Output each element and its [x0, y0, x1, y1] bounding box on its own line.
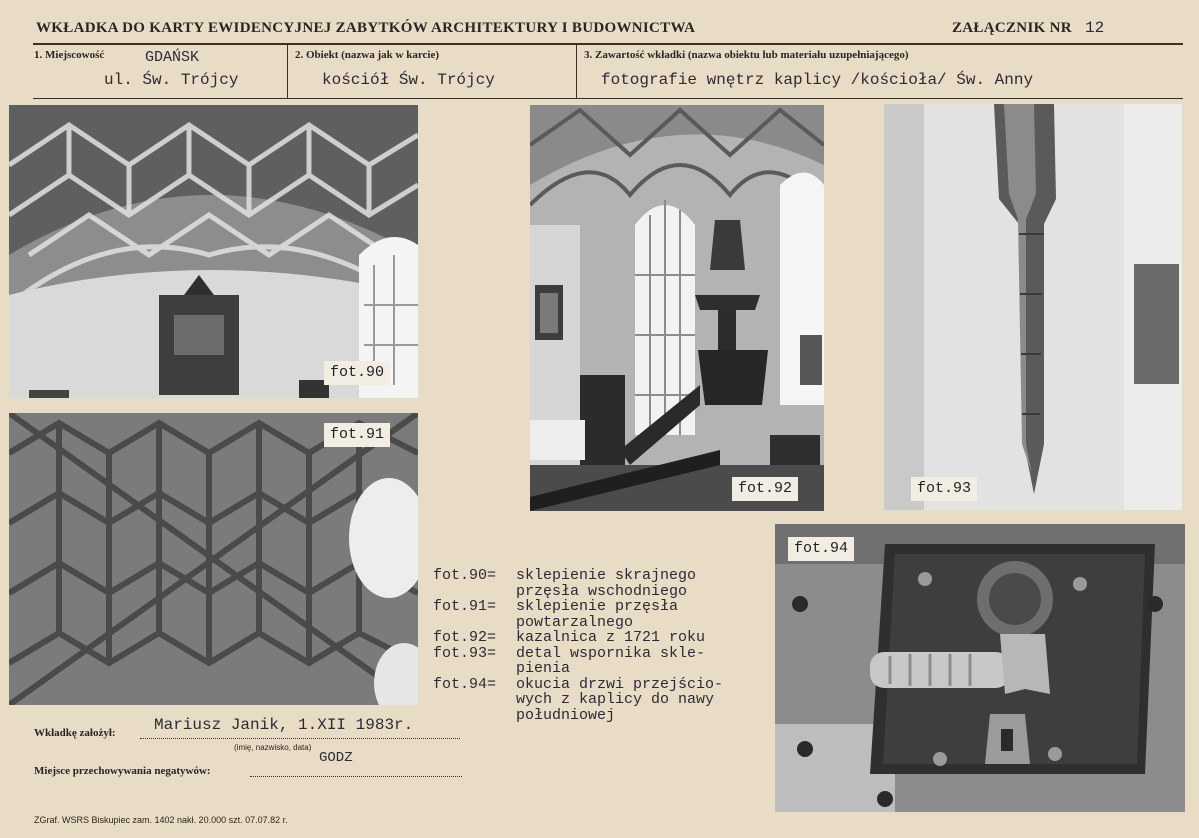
caption-ref: fot.92=	[433, 629, 497, 646]
caption-text: sklepienie przęsła	[516, 598, 679, 615]
captions-list	[433, 568, 768, 738]
author-label: Wkładkę założył:	[34, 727, 116, 739]
field-divider-2	[576, 45, 577, 99]
caption-text: wych z kaplicy do nawy	[516, 691, 715, 708]
photo-90-label: fot.90	[324, 361, 390, 385]
author-value: Mariusz Janik, 1.XII 1983r.	[154, 716, 414, 734]
photo-93-label: fot.93	[911, 477, 977, 501]
photo-94-label: fot.94	[788, 537, 854, 561]
field-1-value-city: GDAŃSK	[145, 49, 200, 66]
caption-text: przęsła wschodniego	[516, 582, 688, 600]
caption-text: kazalnica z 1721 roku	[516, 629, 706, 646]
photo-92	[530, 105, 824, 511]
field-2-label: 2. Obiekt (nazwa jak w karcie)	[295, 49, 440, 61]
field-3-label: 3. Zawartość wkładki (nazwa obiektu lub materiału uzupełniającego)	[584, 49, 909, 61]
attachment-number: 12	[1085, 19, 1105, 37]
photo-93	[884, 104, 1182, 510]
photo-94	[775, 524, 1185, 812]
photo-92-label: fot.92	[732, 477, 798, 501]
storage-value: GODZ	[319, 750, 353, 766]
caption-ref: fot.94=	[433, 675, 497, 693]
form-title: WKŁADKA DO KARTY EWIDENCYJNEJ ZABYTKÓW ARCHITEKTURY I BUDOWNICTWA	[36, 20, 696, 36]
caption-text: południowej	[516, 706, 616, 724]
attachment-label: ZAŁĄCZNIK NR	[952, 20, 1072, 36]
caption-text: powtarzalnego	[516, 613, 634, 631]
field-divider-1	[287, 45, 288, 99]
storage-dotted-line	[250, 776, 462, 777]
author-sublabel: (imię, nazwisko, data)	[234, 743, 312, 752]
photo-91-label: fot.91	[324, 423, 390, 447]
author-dotted-line	[140, 738, 460, 739]
field-1-value-street: ul. Św. Trójcy	[104, 71, 239, 89]
fields-bottom-rule	[33, 98, 1183, 99]
printer-imprint: ZGraf. WSRS Biskupiec zam. 1402 nakł. 20.000 szt. 07.07.82 r.	[34, 815, 288, 825]
caption-ref: fot.91=	[433, 598, 497, 615]
caption-text: okucia drzwi przejścio-	[516, 675, 724, 693]
caption-ref: fot.90=	[433, 567, 497, 584]
field-2-value: kościół Św. Trójcy	[322, 71, 495, 89]
field-1-label: 1. Miejscowość	[34, 49, 105, 61]
storage-label: Miejsce przechowywania negatywów:	[34, 765, 211, 777]
photo-90	[9, 105, 418, 398]
photo-91	[9, 413, 418, 705]
caption-ref: fot.93=	[433, 644, 497, 662]
header-rule	[33, 43, 1183, 45]
caption-text: sklepienie skrajnego	[516, 567, 697, 584]
field-3-value: fotografie wnętrz kaplicy /kościoła/ Św. Anny	[601, 71, 1034, 89]
caption-text: pienia	[516, 660, 571, 677]
caption-text: detal wspornika skle-	[516, 644, 706, 662]
